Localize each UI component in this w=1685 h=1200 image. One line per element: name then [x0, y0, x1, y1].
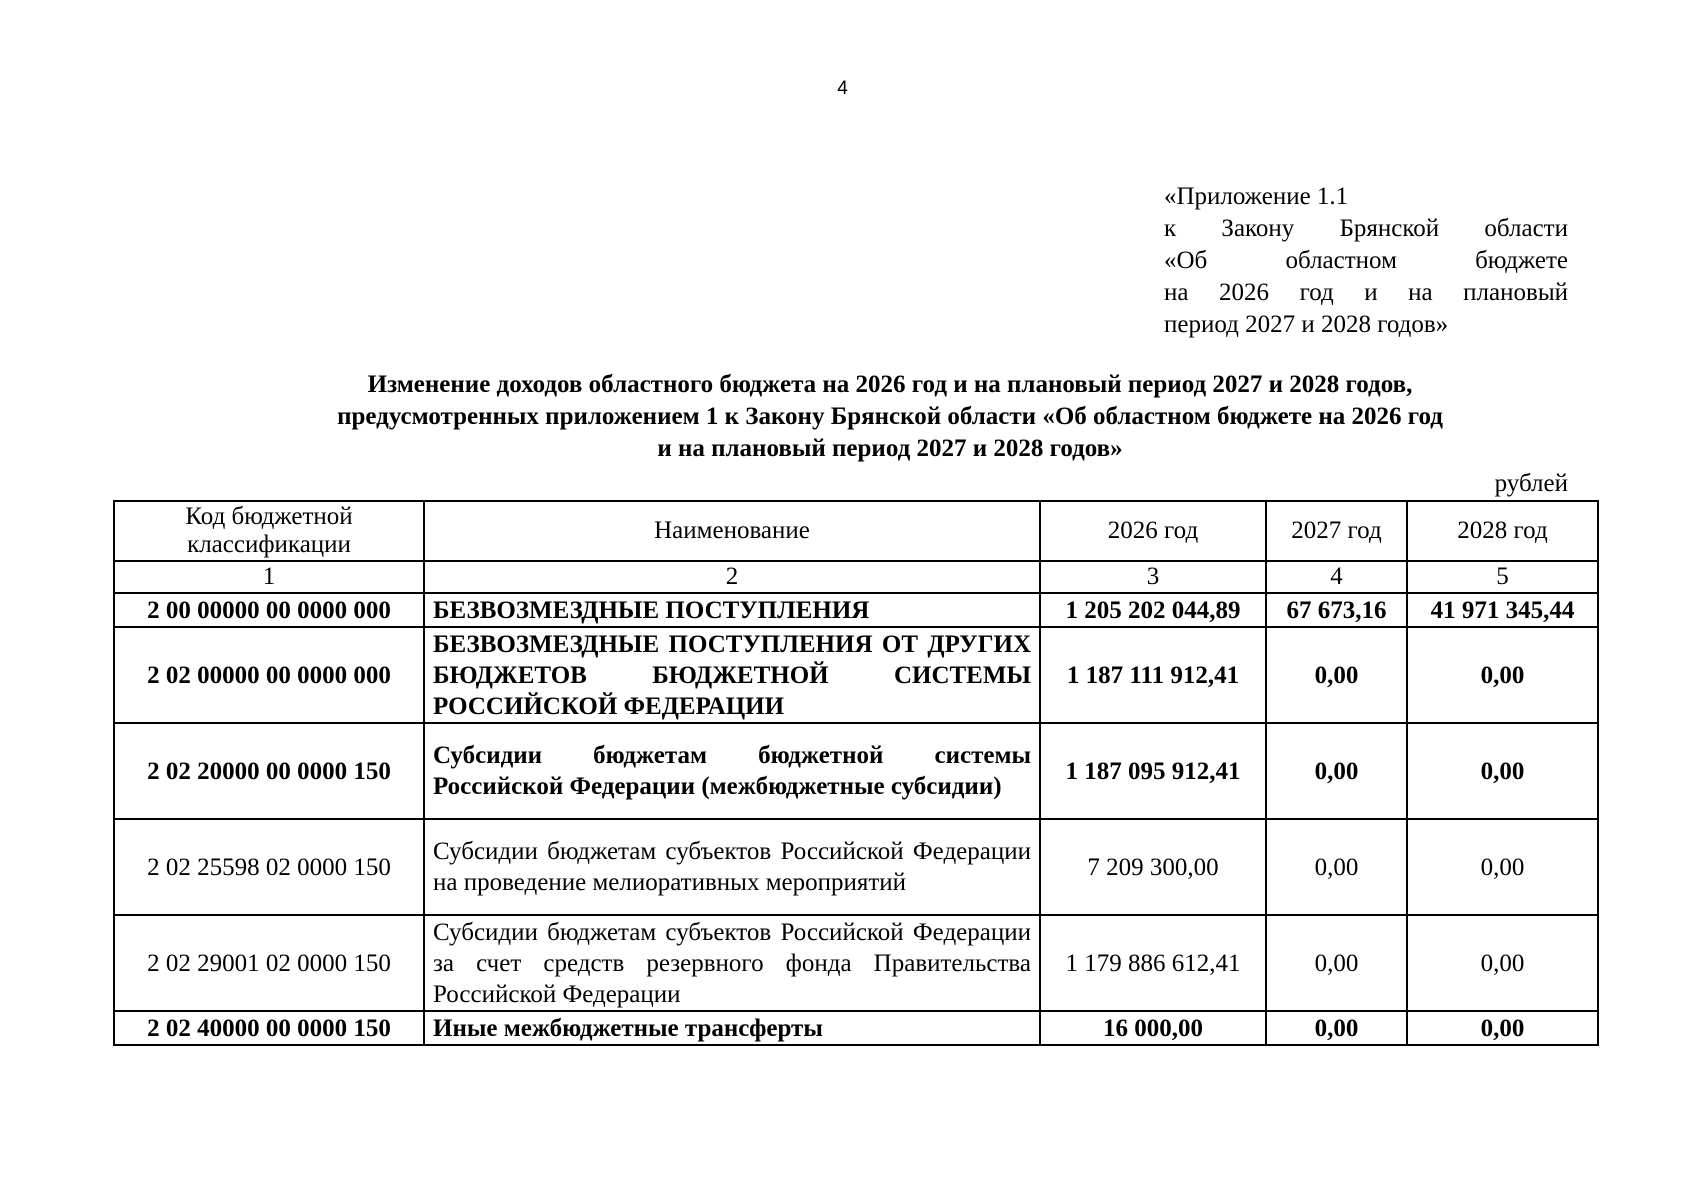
annex-line: «Приложение 1.1	[1164, 183, 1349, 210]
row-2026: 1 187 111 912,41	[1040, 627, 1266, 723]
row-name: Субсидии бюджетам субъектов Российской Федерации на проведение мелиоративных мероприятий	[424, 819, 1040, 915]
row-2027: 67 673,16	[1266, 593, 1407, 627]
row-2026: 7 209 300,00	[1040, 819, 1266, 915]
row-name: БЕЗВОЗМЕЗДНЫЕ ПОСТУПЛЕНИЯ ОТ ДРУГИХ БЮДЖЕТОВ БЮДЖЕТНОЙ СИСТЕМЫ РОССИЙСКОЙ ФЕДЕРАЦИИ	[424, 627, 1040, 723]
row-code: 2 02 25598 02 0000 150	[114, 819, 424, 915]
row-2028: 0,00	[1407, 819, 1598, 915]
column-number: 2	[424, 561, 1040, 593]
table-row	[114, 593, 1598, 627]
row-name: Субсидии бюджетам субъектов Российской Федерации за счет средств резервного фонда Правительства Российской Федерации	[424, 915, 1040, 1011]
row-2026: 16 000,00	[1040, 1011, 1266, 1045]
annex-reference	[1164, 181, 1568, 341]
row-name: Субсидии бюджетам бюджетной системы Российской Федерации (межбюджетные субсидии)	[424, 723, 1040, 819]
header-2027: 2027 год	[1266, 501, 1407, 561]
row-2026: 1 187 095 912,41	[1040, 723, 1266, 819]
annex-line: на 2026 год и на плановый	[1164, 279, 1568, 306]
annex-line: период 2027 и 2028 годов»	[1164, 311, 1449, 338]
row-2027: 0,00	[1266, 723, 1407, 819]
title-line: и на плановый период 2027 и 2028 годов»	[657, 435, 1123, 462]
row-name: Иные межбюджетные трансферты	[424, 1011, 1040, 1045]
income-changes-table	[113, 500, 1599, 1046]
document-title	[240, 369, 1540, 465]
header-2028: 2028 год	[1407, 501, 1598, 561]
row-name: БЕЗВОЗМЕЗДНЫЕ ПОСТУПЛЕНИЯ	[424, 593, 1040, 627]
row-2027: 0,00	[1266, 1011, 1407, 1045]
title-line: Изменение доходов областного бюджета на 2026 год и на плановый период 2027 и 2028 годов,	[367, 371, 1413, 398]
table-row	[114, 915, 1598, 1011]
table-row	[114, 1011, 1598, 1045]
row-2027: 0,00	[1266, 915, 1407, 1011]
title-line: предусмотренных приложением 1 к Закону Брянской области «Об областном бюджете на 2026 год	[337, 403, 1443, 430]
row-code: 2 02 20000 00 0000 150	[114, 723, 424, 819]
annex-line: к Закону Брянской области	[1164, 215, 1568, 242]
column-number: 3	[1040, 561, 1266, 593]
units-label: рублей	[1494, 470, 1568, 497]
row-2026: 1 205 202 044,89	[1040, 593, 1266, 627]
annex-line: «Об областном бюджете	[1164, 247, 1568, 274]
table-header-row	[114, 501, 1598, 561]
row-2026: 1 179 886 612,41	[1040, 915, 1266, 1011]
column-number: 4	[1266, 561, 1407, 593]
row-code: 2 02 29001 02 0000 150	[114, 915, 424, 1011]
row-2028: 0,00	[1407, 723, 1598, 819]
row-code: 2 02 00000 00 0000 000	[114, 627, 424, 723]
page-number: 4	[837, 78, 848, 99]
row-2028: 0,00	[1407, 1011, 1598, 1045]
table-row	[114, 723, 1598, 819]
column-number: 5	[1407, 561, 1598, 593]
column-number: 1	[114, 561, 424, 593]
row-2027: 0,00	[1266, 627, 1407, 723]
row-code: 2 00 00000 00 0000 000	[114, 593, 424, 627]
column-number-row	[114, 561, 1598, 593]
row-code: 2 02 40000 00 0000 150	[114, 1011, 424, 1045]
table-row	[114, 627, 1598, 723]
table-row	[114, 819, 1598, 915]
header-code: Код бюджетной классификации	[114, 501, 424, 561]
row-2027: 0,00	[1266, 819, 1407, 915]
row-2028: 41 971 345,44	[1407, 593, 1598, 627]
row-2028: 0,00	[1407, 915, 1598, 1011]
row-2028: 0,00	[1407, 627, 1598, 723]
header-name: Наименование	[424, 501, 1040, 561]
header-2026: 2026 год	[1040, 501, 1266, 561]
